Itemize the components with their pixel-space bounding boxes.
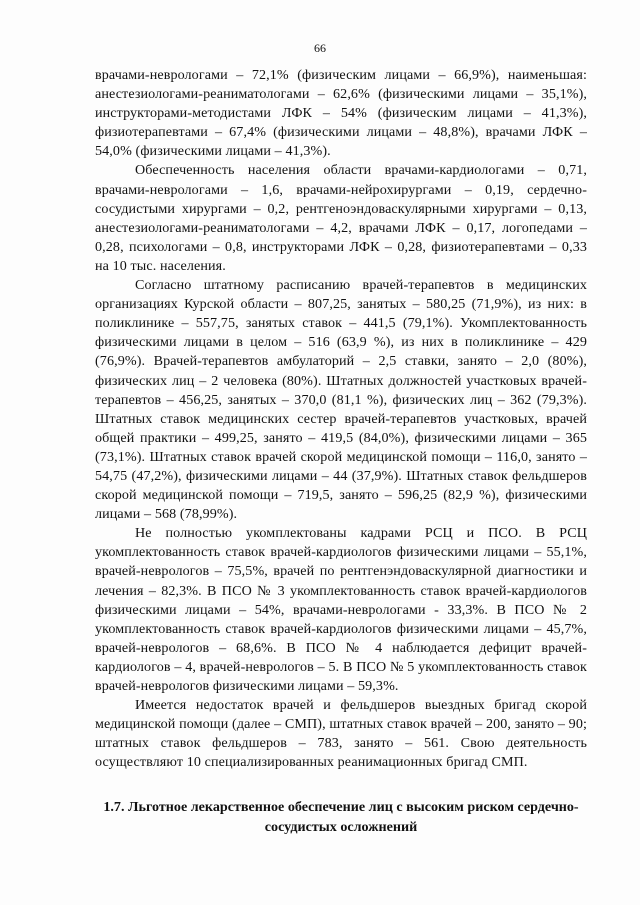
paragraph-specialist-provision: Обеспеченность населения области врачами-кардиологами – 0,71, врачами-неврологами – 1,6, врачами-нейрохирургами – 0,19, сердечно-сосудистыми хирургами – 0,2, рентгеноэндоваскулярными хирургами – 0,13, анестезиологами-реаниматологами – 4,2, врачами ЛФК – 0,17, логопедами – 0,28, психологами – 0,8, инструкторами ЛФК – 0,28, физиотерапевтами – 0,33 на 10 тыс. населения. [95, 162, 587, 274]
page-body [95, 66, 587, 837]
paragraph-rsc-pso-staffing: Не полностью укомплектованы кадрами РСЦ и ПСО. В РСЦ укомплектованность ставок врачей-кардиологов физическими лицами – 55,1%, врачей-неврологов – 75,5%, врачей по рентгенэндоваскулярной диагностики и лечения – 82,3%. В ПСО № 3 укомплектованность ставок врачей-кардиологов физическими лицами – 54%, врачами-неврологами - 33,3%. В ПСО № 2 укомплектованность ставок врачей-кардиологов физическими лицами – 45,7%, врачей-неврологов – 68,6%. В ПСО № 4 наблюдается дефицит врачей-кардиологов – 4, врачей-неврологов – 5. В ПСО № 5 укомплектованность ставок врачей-неврологов физическими лицами – 59,3%. [95, 525, 587, 694]
paragraph-staffing-continued: врачами-неврологами – 72,1% (физическим лицами – 66,9%), наименьшая: анестезиологами-реаниматологами – 62,6% (физическими лицами – 35,1%), инструкторами-методистами ЛФК – 54% (физическим лицами – 41,3%), физиотерапевтами – 67,4% (физическими лицами – 48,8%), врачами ЛФК – 54,0% (физическими лицами – 41,3%). [95, 67, 587, 160]
paragraph-therapist-staffing: Согласно штатному расписанию врачей-терапевтов в медицинских организациях Курской области – 807,25, занятых – 580,25 (71,9%), из них: в поликлинике – 557,75, занятых ставок – 441,5 (79,1%). Укомплектованность физическими лицами в целом – 516 (63,9 %), из них в поликлинике – 429 (76,9%). Врачей-терапевтов амбулаторий – 2,5 ставки, занято – 2,0 (80%), физических лиц – 2 человека (80%). Штатных должностей участковых врачей-терапевтов – 456,25, занятых – 370,0 (81,1 %), физических лиц – 362 (79,3%). Штатных ставок медицинских сестер врачей-терапевтов участковых, врачей общей практики – 499,25, занято – 419,5 (84,0%), физическими лицами – 365 (73,1%). Штатных ставок врачей скорой медицинской помощи – 116,0, занято – 54,75 (47,2%), физическими лицами – 44 (37,9%). Штатных ставок фельдшеров скорой медицинской помощи – 719,5, занято – 596,25 (82,9 %), физическими лицами – 568 (78,99%). [95, 277, 587, 523]
page-number: 66 [314, 41, 326, 55]
section-heading: 1.7. Льготное лекарственное обеспечение лиц с высоким риском сердечно-сосудистых осложнений [103, 799, 579, 835]
paragraph-ambulance-shortage: Имеется недостаток врачей и фельдшеров выездных бригад скорой медицинской помощи (далее – СМП), штатных ставок врачей – 200, занято – 90; штатных ставок фельдшеров – 783, занято – 561. Свою деятельность осуществляют 10 специализированных реанимационных бригад СМП. [95, 697, 587, 771]
